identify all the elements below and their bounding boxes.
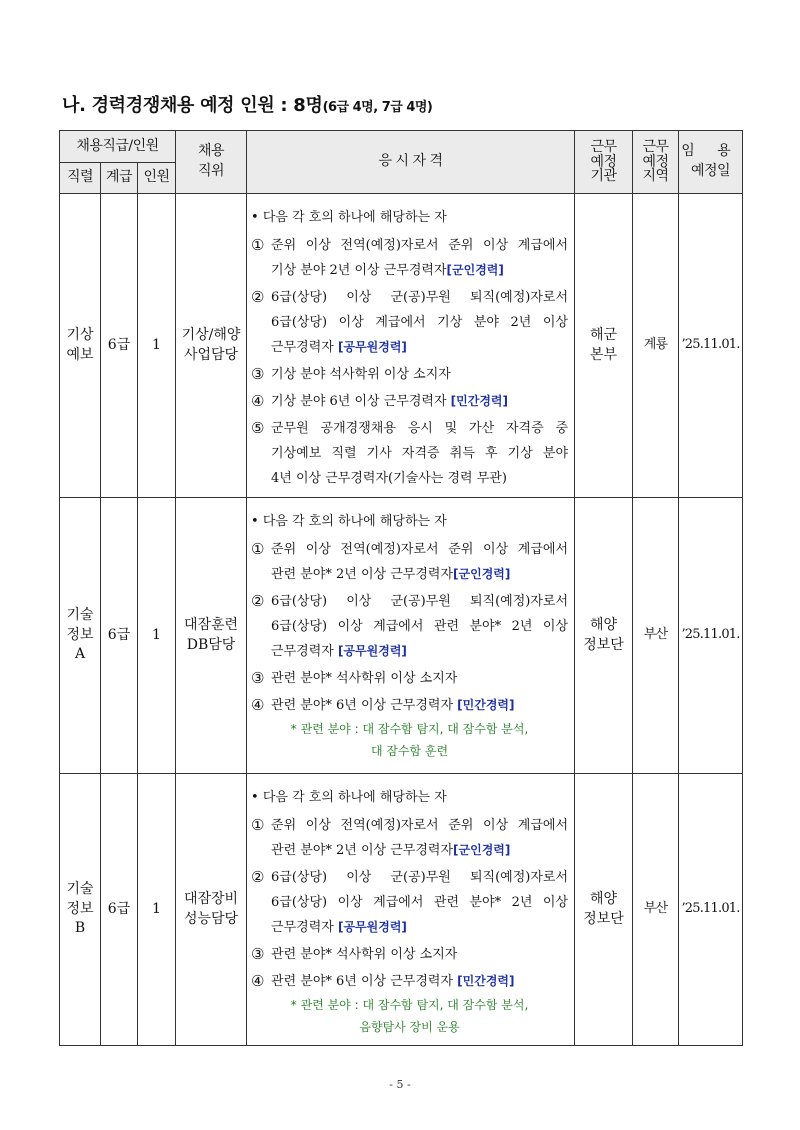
header-org-l1: 근무 <box>590 138 617 155</box>
qual-line: 관련 분야* 석사학위 이상 소지자 <box>271 671 458 686</box>
quals-intro: • 다음 각 호의 하나에 해당하는 자 <box>251 514 447 529</box>
table-row <box>60 194 743 498</box>
qual-line: 관련 분야* 2년 이상 근무경력자 <box>271 843 454 858</box>
series-l1: 기술 <box>66 607 94 624</box>
military-career-tag: [군인경력] <box>453 843 511 857</box>
civil-service-career-tag: [공무원경력] <box>337 920 407 934</box>
date-cell: ’25.11.01. <box>679 774 743 1046</box>
quals-intro: • 다음 각 호의 하나에 해당하는 자 <box>251 210 447 225</box>
region-cell: 부산 <box>633 498 679 774</box>
qual-item-2 <box>251 589 568 664</box>
org-cell <box>575 774 633 1046</box>
header-position-l2: 직위 <box>198 163 225 179</box>
qual-num: ① <box>251 236 265 254</box>
header-region <box>633 131 679 194</box>
table-row <box>60 774 743 1046</box>
qual-line: 관련 분야* 석사학위 이상 소지자 <box>271 947 458 962</box>
grade-cell: 6급 <box>101 194 138 498</box>
qual-num: ① <box>251 816 265 834</box>
qual-line: 6급(상당) 이상 계급에서 관련 분야* 2년 이상 <box>271 895 569 910</box>
header-region-l3: 지역 <box>642 168 669 185</box>
page-title <box>62 91 432 117</box>
qual-item-2 <box>251 285 568 360</box>
qual-line: 기상예보 직렬 기사 자격증 취득 후 기상 분야 <box>271 446 569 461</box>
private-career-tag: [민간경력] <box>457 698 515 712</box>
qual-num: ④ <box>251 972 265 990</box>
position-cell <box>176 194 247 498</box>
qual-item-4 <box>251 969 568 994</box>
series-l1: 기술 <box>66 881 94 898</box>
count-cell: 1 <box>138 194 176 498</box>
qual-num: ④ <box>251 392 265 410</box>
header-org-l3: 기관 <box>590 168 617 185</box>
note-l2: 대 잠수함 훈련 <box>370 744 449 758</box>
header-date-l1: 임 용 <box>681 143 740 160</box>
header-group: 채용직급/인원 <box>60 131 176 163</box>
qual-line: 준위 이상 전역(예정)자로서 준위 이상 계급에서 <box>271 238 569 253</box>
org-l1: 해양 <box>590 890 618 907</box>
position-cell <box>176 498 247 774</box>
qual-line: 6급(상당) 이상 군(공)무원 퇴직(예정)자로서 <box>271 594 569 609</box>
note-l2: 음향탐사 장비 운용 <box>359 1020 460 1034</box>
position-l1: 기상/해양 <box>181 326 241 343</box>
qual-line: 6급(상당) 이상 군(공)무원 퇴직(예정)자로서 <box>271 870 569 885</box>
qual-line: 준위 이상 전역(예정)자로서 준위 이상 계급에서 <box>271 818 569 833</box>
series-l2: 정보 <box>66 900 94 917</box>
org-l1: 해양 <box>590 616 618 633</box>
grade-cell: 6급 <box>101 774 138 1046</box>
header-position-l1: 채용 <box>198 143 225 160</box>
qual-line: 기상 분야 2년 이상 근무경력자 <box>271 263 447 278</box>
qual-item-2 <box>251 865 568 940</box>
series-cell <box>60 774 101 1046</box>
qual-num: ④ <box>251 696 265 714</box>
series-l3: B <box>74 920 86 937</box>
position-l2: DB담당 <box>186 636 236 653</box>
position-l1: 대잠장비 <box>183 890 239 907</box>
series-cell <box>60 194 101 498</box>
note-l1: * 관련 분야 : 대 잠수함 탐지, 대 잠수함 분석, <box>290 722 529 736</box>
qual-num: ③ <box>251 365 265 383</box>
qual-line: 군무원 공개경쟁채용 응시 및 가산 자격증 중 <box>271 421 569 436</box>
header-date-l2: 예정일 <box>690 163 731 179</box>
related-field-note <box>251 994 568 1038</box>
series-cell <box>60 498 101 774</box>
qual-num: ③ <box>251 945 265 963</box>
org-cell <box>575 194 633 498</box>
header-region-l2: 예정 <box>642 153 669 170</box>
table-row <box>60 498 743 774</box>
header-quals: 응 시 자 격 <box>247 131 575 194</box>
qual-line: 근무경력자 <box>271 340 334 355</box>
count-cell: 1 <box>138 774 176 1046</box>
qual-line: 관련 분야* 6년 이상 근무경력자 <box>271 698 454 713</box>
qual-line: 기상 분야 6년 이상 근무경력자 <box>271 394 447 409</box>
qual-line: 근무경력자 <box>271 920 334 935</box>
header-grade: 계급 <box>101 163 138 194</box>
qual-line: 6급(상당) 이상 계급에서 관련 분야* 2년 이상 <box>271 619 569 634</box>
qual-item-3 <box>251 666 568 691</box>
org-l2: 정보단 <box>583 636 624 653</box>
position-l2: 성능담당 <box>183 910 239 927</box>
region-cell: 부산 <box>633 774 679 1046</box>
qual-line: 관련 분야* 6년 이상 근무경력자 <box>271 974 454 989</box>
qual-num: ② <box>251 868 265 886</box>
military-career-tag: [군인경력] <box>446 263 504 277</box>
qual-item-1 <box>251 537 568 587</box>
qual-line: 기상 분야 석사학위 이상 소지자 <box>271 367 451 382</box>
org-l2: 정보단 <box>583 910 624 927</box>
qual-item-1 <box>251 813 568 863</box>
related-field-note <box>251 718 568 762</box>
header-region-l1: 근무 <box>642 138 669 155</box>
quals-cell <box>247 194 575 498</box>
header-org-l2: 예정 <box>590 153 617 170</box>
position-l2: 사업담당 <box>183 346 239 363</box>
qual-num: ② <box>251 288 265 306</box>
org-l2: 본부 <box>590 346 618 363</box>
qual-item-3 <box>251 942 568 967</box>
org-l1: 해군 <box>590 326 618 343</box>
quals-cell <box>247 498 575 774</box>
header-org <box>575 131 633 194</box>
series-l1: 기상 <box>66 326 94 343</box>
count-cell: 1 <box>138 498 176 774</box>
date-cell: ’25.11.01. <box>679 498 743 774</box>
qual-line: 근무경력자 <box>271 644 334 659</box>
title-sub: (6급 4명, 7급 4명) <box>322 100 433 115</box>
private-career-tag: [민간경력] <box>457 974 515 988</box>
header-date <box>679 131 743 194</box>
note-l1: * 관련 분야 : 대 잠수함 탐지, 대 잠수함 분석, <box>290 998 529 1012</box>
qual-num: ① <box>251 540 265 558</box>
org-cell <box>575 498 633 774</box>
series-l2: 예보 <box>66 346 94 363</box>
qual-num: ⑤ <box>251 419 265 437</box>
civil-service-career-tag: [공무원경력] <box>337 644 407 658</box>
qual-line: 준위 이상 전역(예정)자로서 준위 이상 계급에서 <box>271 542 569 557</box>
military-career-tag: [군인경력] <box>453 567 511 581</box>
qual-line: 6급(상당) 이상 군(공)무원 퇴직(예정)자로서 <box>271 290 569 305</box>
region-cell: 계룡 <box>633 194 679 498</box>
quals-cell <box>247 774 575 1046</box>
series-l3: A <box>74 646 86 663</box>
header-series: 직렬 <box>60 163 101 194</box>
qual-item-5 <box>251 416 568 491</box>
qual-item-4 <box>251 389 568 414</box>
header-count: 인원 <box>138 163 176 194</box>
private-career-tag: [민간경력] <box>450 394 509 408</box>
qual-line: 관련 분야* 2년 이상 근무경력자 <box>271 567 454 582</box>
qual-line: 6급(상당) 이상 계급에서 기상 분야 2년 이상 <box>271 315 569 330</box>
quals-intro: • 다음 각 호의 하나에 해당하는 자 <box>251 790 447 805</box>
qual-item-1 <box>251 233 568 283</box>
position-l1: 대잠훈련 <box>183 616 239 633</box>
qual-num: ③ <box>251 669 265 687</box>
qual-item-3 <box>251 362 568 387</box>
title-main: 나. 경력경쟁채용 예정 인원 : 8명 <box>62 95 323 116</box>
qual-line: 4년 이상 근무경력자(기술사는 경력 무관) <box>271 471 507 486</box>
position-cell <box>176 774 247 1046</box>
civil-service-career-tag: [공무원경력] <box>337 340 407 354</box>
date-cell: ’25.11.01. <box>679 194 743 498</box>
header-position <box>176 131 247 194</box>
page-number: - 5 - <box>389 1078 411 1091</box>
grade-cell: 6급 <box>101 498 138 774</box>
series-l2: 정보 <box>66 626 94 643</box>
recruitment-table <box>59 130 743 1046</box>
qual-item-4 <box>251 693 568 718</box>
qual-num: ② <box>251 592 265 610</box>
